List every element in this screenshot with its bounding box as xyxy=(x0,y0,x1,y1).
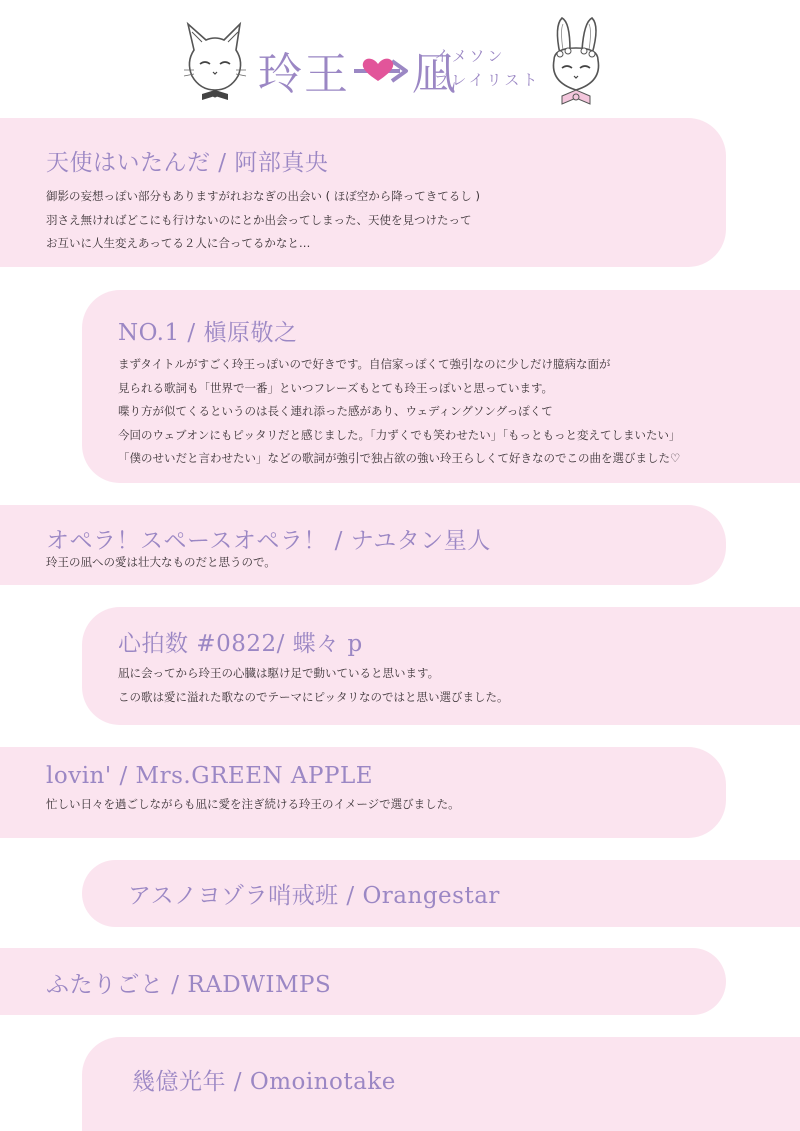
description-line: 見られる歌詞も「世界で一番」といつフレーズもとても玲王っぽいと思っています。 xyxy=(118,380,554,395)
song-title: オペラ！スペースオペラ！ / ナユタン星人 xyxy=(46,528,491,554)
description-line: 凪に会ってから玲王の心臓は駆け足で動いていると思います。 xyxy=(118,666,440,680)
description-line: 羽さえ無ければどこにも行けないのにとか出会ってしまった、天使を見つけたって xyxy=(46,212,472,227)
description-line: 「僕のせいだと言わせたい」などの歌詞が強引で独占欲の強い玲王らしくて好きなのでこの曲を選びました♡ xyxy=(118,451,681,465)
description-line: この歌は愛に溢れた歌なのでテーマにピッタリなのではと思い選びました。 xyxy=(118,689,509,704)
song-title: 幾億光年 / Omoinotake xyxy=(132,1069,396,1095)
song-title: lovin' / Mrs.GREEN APPLE xyxy=(46,763,374,789)
description-line: 今回のウェブオンにもピッタリだと感じました。「力ずくでも笑わせたい」「もっともっと変えてしまいたい」 xyxy=(118,427,681,442)
title-left: 玲王 xyxy=(258,49,350,100)
description-line: 玲王の凪への愛は壮大なものだと思うので。 xyxy=(46,555,276,569)
song-card xyxy=(0,505,726,585)
title-right: 凪 xyxy=(412,49,458,100)
song-description xyxy=(46,185,726,256)
song-title: アスノヨゾラ哨戒班 / Orangestar xyxy=(128,883,500,909)
song-title: 天使はいたんだ / 阿部真央 xyxy=(46,150,329,176)
subtitle-line-2: プレイリスト xyxy=(434,71,541,89)
song-title: 心拍数 #0822/ 蝶々 p xyxy=(118,631,363,657)
page-title xyxy=(258,38,458,102)
description-line: お互いに人生変えあってる２人に合ってるかなと… xyxy=(46,236,311,250)
song-card xyxy=(0,118,726,267)
song-title: ふたりごと / RADWIMPS xyxy=(46,972,332,998)
cat-mascot-icon xyxy=(180,20,250,102)
bunny-mascot-icon xyxy=(540,16,612,108)
description-line: まずタイトルがすごく玲王っぽいので好きです。自信家っぽくて強引なのに少しだけ臆病な面が xyxy=(118,357,611,371)
song-card xyxy=(0,747,726,838)
song-card xyxy=(82,1037,800,1131)
description-line: 喋り方が似てくるというのは長く連れ添った感があり、ウェディングソングっぽくて xyxy=(118,404,553,418)
subtitle xyxy=(434,44,540,92)
song-description xyxy=(118,662,800,709)
song-card xyxy=(82,290,800,483)
song-title: NO.1 / 槇原敬之 xyxy=(118,320,298,346)
song-card xyxy=(82,607,800,725)
song-card xyxy=(0,948,726,1015)
page-header xyxy=(0,0,800,112)
song-description xyxy=(46,793,726,817)
heart-arrow-icon xyxy=(352,53,410,87)
description-line: 御影の妄想っぽい部分もありますがれおなぎの出会い ( ほぼ空から降ってきてるし ) xyxy=(46,189,480,203)
subtitle-line-1: イメソン xyxy=(434,47,506,65)
song-card xyxy=(82,860,800,927)
song-description xyxy=(118,353,800,471)
description-line: 忙しい日々を過ごしながらも凪に愛を注ぎ続ける玲王のイメージで選びました。 xyxy=(46,797,460,811)
